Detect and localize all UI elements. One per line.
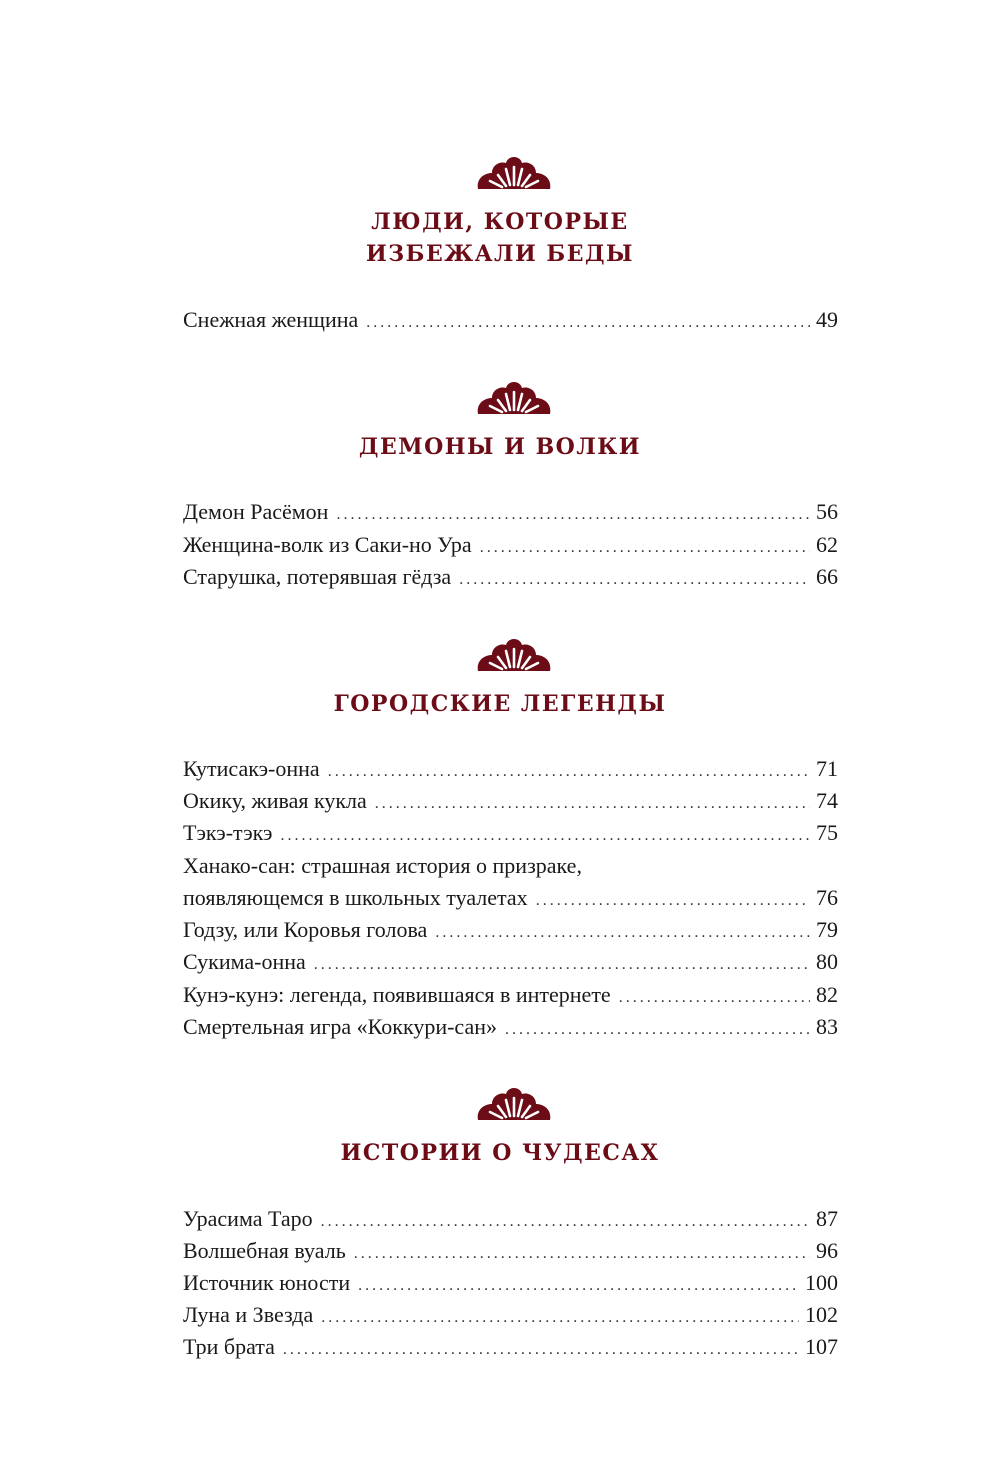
toc-entry (183, 946, 838, 981)
dot-leader (283, 1334, 799, 1366)
entry-title: Волшебная вуаль (183, 1238, 346, 1263)
entry-page-number: 66 (816, 564, 838, 589)
toc-entry (183, 1011, 838, 1046)
entry-page-number: 80 (816, 949, 838, 974)
toc-entry (183, 529, 838, 564)
entry-page-number: 74 (816, 788, 838, 813)
entry-title: Годзу, или Коровья голова (183, 917, 428, 942)
entry-title: появляющемся в школьных туалетах (183, 885, 528, 910)
dot-leader (536, 885, 810, 917)
dot-leader (328, 756, 810, 788)
entry-page-number: 100 (805, 1270, 838, 1295)
section-title: ЛЮДИ, КОТОРЫЕ (371, 209, 629, 235)
dot-leader (619, 982, 810, 1014)
entry-title-line: Ханако-сан: страшная история о призраке, (183, 853, 582, 878)
toc-entry (183, 1203, 838, 1238)
toc-entry (183, 882, 838, 917)
toc-entry (183, 785, 838, 820)
dot-leader (281, 820, 811, 852)
entry-page-number: 83 (816, 1014, 838, 1039)
entry-title: Кунэ-кунэ: легенда, появившаяся в интернете (183, 982, 611, 1007)
fan-ornament-icon (476, 378, 552, 416)
entry-title: Источник юности (183, 1270, 351, 1295)
dot-leader (505, 1014, 810, 1046)
section-title: ИСТОРИИ О ЧУДЕСАХ (340, 1140, 660, 1166)
entry-title: Три брата (183, 1334, 275, 1359)
entry-title: Окику, живая кукла (183, 788, 367, 813)
section-title: ИЗБЕЖАЛИ БЕДЫ (366, 241, 634, 267)
toc-entry (183, 817, 838, 852)
entry-title: Смертельная игра «Коккури-сан» (183, 1014, 497, 1039)
fan-ornament-icon (476, 635, 552, 673)
toc-entry (183, 561, 838, 596)
toc-entry (183, 914, 838, 949)
entry-title: Луна и Звезда (183, 1302, 314, 1327)
entry-page-number: 71 (816, 756, 838, 781)
dot-leader (321, 1206, 810, 1238)
fan-ornament-icon (476, 153, 552, 191)
toc-entry (183, 1331, 838, 1366)
dot-leader (366, 307, 810, 339)
entry-title: Старушка, потерявшая гёдза (183, 564, 452, 589)
entry-title: Тэкэ-тэкэ (183, 820, 273, 845)
entry-title: Сукима-онна (183, 949, 306, 974)
entry-page-number: 56 (816, 499, 838, 524)
entry-page-number: 107 (805, 1334, 838, 1359)
entry-page-number: 102 (805, 1302, 838, 1327)
entry-title: Женщина-волк из Саки-но Ура (183, 532, 472, 557)
dot-leader (354, 1238, 810, 1270)
toc-entry (183, 1299, 838, 1334)
dot-leader (459, 564, 810, 596)
dot-leader (314, 949, 810, 981)
fan-ornament-icon (476, 1084, 552, 1122)
toc-entry (183, 1235, 838, 1270)
dot-leader (480, 532, 810, 564)
entry-page-number: 82 (816, 982, 838, 1007)
entry-title: Снежная женщина (183, 307, 359, 332)
dot-leader (435, 917, 810, 949)
entry-page-number: 79 (816, 917, 838, 942)
entry-page-number: 76 (816, 885, 838, 910)
section-title: ГОРОДСКИЕ ЛЕГЕНДЫ (333, 691, 667, 717)
toc-entry (183, 304, 838, 339)
dot-leader (375, 788, 810, 820)
toc-entry (183, 979, 838, 1014)
entry-page-number: 49 (816, 307, 838, 332)
entry-page-number: 75 (816, 820, 838, 845)
toc-entry (183, 753, 838, 788)
entry-page-number: 62 (816, 532, 838, 557)
entry-title: Демон Расёмон (183, 499, 329, 524)
entry-page-number: 87 (816, 1206, 838, 1231)
section-title: ДЕМОНЫ И ВОЛКИ (358, 434, 642, 460)
dot-leader (358, 1270, 799, 1302)
dot-leader (336, 499, 810, 531)
entry-page-number: 96 (816, 1238, 838, 1263)
dot-leader (321, 1302, 799, 1334)
entry-title: Кутисакэ-онна (183, 756, 320, 781)
toc-entry (183, 1267, 838, 1302)
toc-entry (183, 496, 838, 531)
entry-title: Урасима Таро (183, 1206, 313, 1231)
